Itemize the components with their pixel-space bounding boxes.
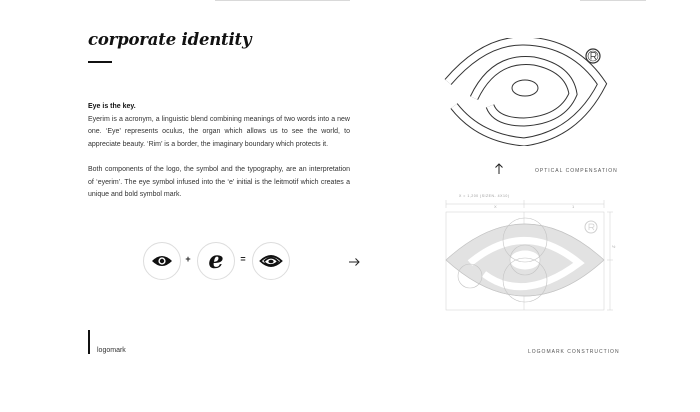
optical-compensation-caption: OPTICAL COMPENSATION <box>535 168 618 174</box>
top-border-left <box>215 0 350 1</box>
body-text <box>88 101 350 202</box>
top-border-right <box>580 0 646 1</box>
registered-mark-icon <box>586 49 600 63</box>
formula-eye-circle <box>143 242 181 280</box>
construction-registered-icon <box>585 221 597 233</box>
plus-sign: + <box>185 254 191 264</box>
page-title: corporate identity <box>88 30 252 49</box>
scale-note: X = 1,200 (SIZEN- 4X10) <box>459 194 510 198</box>
formula-result-circle <box>252 242 290 280</box>
arrow-up-icon <box>493 162 505 175</box>
paragraph-symbol: Both components of the logo, the symbol and the typography, are an interpretation of ‘eyerim’. The eye symbol infused into the ‘e’ initial is the leitmotif which creates a unique and bold symbol mark. <box>88 165 350 199</box>
logomark-construction-diagram <box>444 200 616 318</box>
letter-e-glyph: e <box>208 244 224 274</box>
footer-accent-bar <box>88 330 90 354</box>
lead-heading: Eye is the key. <box>88 103 136 110</box>
paragraph-gap <box>88 151 350 164</box>
eyerim-logo-icon <box>259 252 283 270</box>
dimension-half-label: ½ <box>612 244 616 249</box>
dimension-x-label: X <box>494 204 497 209</box>
arrow-right-icon <box>347 256 361 268</box>
title-underline <box>88 61 112 63</box>
footer-section-label: logomark <box>97 347 126 354</box>
logomark-construction-caption: LOGOMARK CONSTRUCTION <box>528 349 620 355</box>
formula-letter-circle <box>197 242 235 280</box>
logomark-outline <box>444 38 609 146</box>
eye-icon <box>151 254 173 268</box>
paragraph-acronym: Eyerim is a acronym, a linguistic blend combining meanings of two words into a new one. ‘Eye’ represents oculus, the organ which allows us to see the world, to appreciate beauty. ‘Rim’ is a border, the imaginary boundary which protects it. <box>88 115 350 148</box>
dimension-1-label: 1 <box>572 204 575 209</box>
equals-sign: = <box>240 254 246 264</box>
